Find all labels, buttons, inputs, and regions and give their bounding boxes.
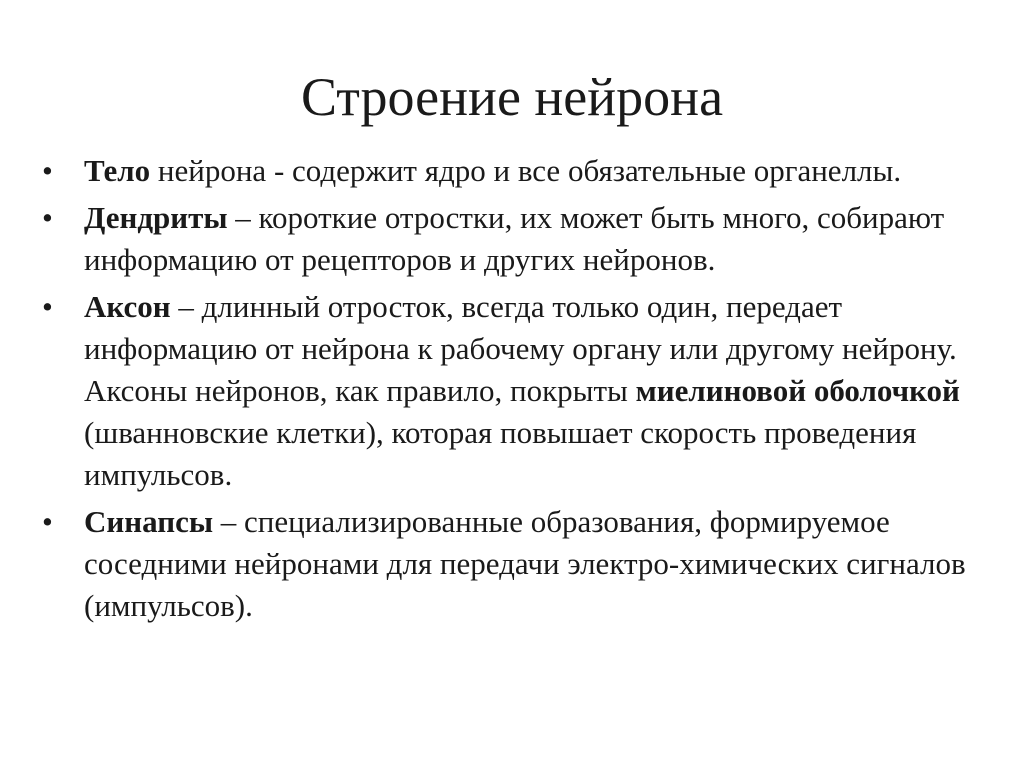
description-body: нейрона - содержит ядро и все обязательные органеллы. [150, 153, 902, 188]
term-axon: Аксон [84, 289, 171, 324]
bullet-icon: • [42, 504, 53, 539]
bullet-item-body [42, 150, 992, 192]
description-myelin-sheath: (шванновские клетки), которая повышает скорость проведения импульсов. [84, 415, 917, 492]
term-synapses: Синапсы [84, 504, 214, 539]
term-dendrites: Дендриты [84, 200, 228, 235]
term-body: Тело [84, 153, 151, 188]
description-dendrites: – короткие отростки, их может быть много, собирают информацию от рецепторов и других нейронов. [84, 200, 945, 277]
bullet-item-synapses [42, 501, 992, 627]
bullet-icon: • [42, 200, 53, 235]
slide-title: Строение нейрона [300, 67, 724, 127]
bullet-icon: • [42, 289, 53, 324]
bullet-item-dendrites [42, 197, 992, 281]
bullet-item-axon [42, 286, 992, 496]
description-axon: – длинный отросток, всегда только один, передает информацию от нейрона к рабочему органу или другому нейрону. Аксоны нейронов, как правило, покрыты [84, 289, 957, 408]
bullet-icon: • [42, 153, 53, 188]
bullet-list [42, 150, 992, 627]
term-myelin-sheath: миелиновой оболочкой [635, 373, 960, 408]
description-synapses: – специализированные образования, формируемое соседними нейронами для передачи электро-химических сигналов (импульсов). [84, 504, 966, 623]
